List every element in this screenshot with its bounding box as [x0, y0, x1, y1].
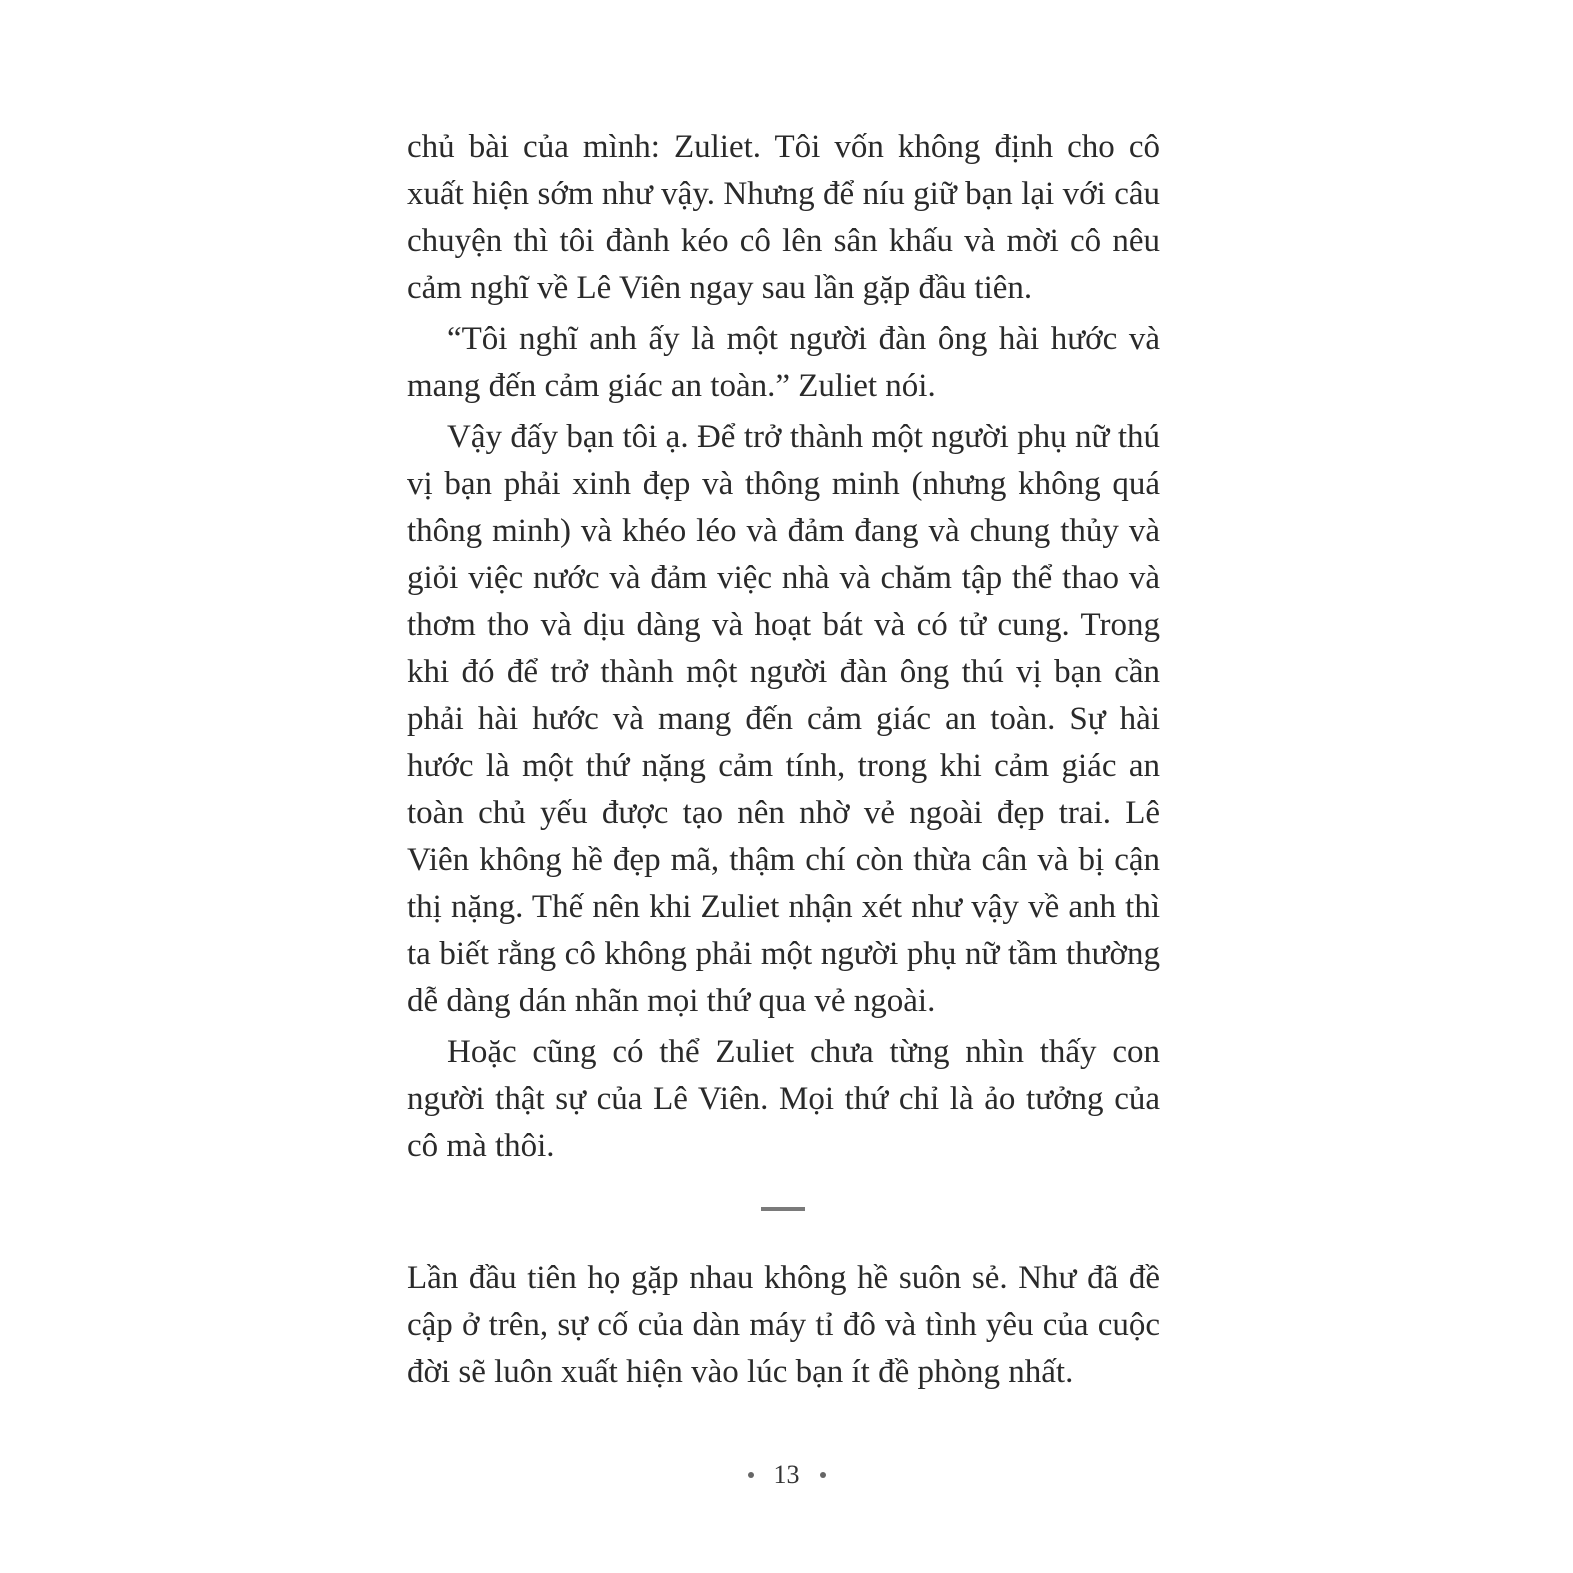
page-footer [0, 1455, 1573, 1495]
text-line: đề cập ở trên, sự cố của dàn máy tỉ đô và tình yêu của [407, 1260, 1161, 1343]
text-line: hề đẹp mã, thậm chí còn thừa cân và bị cận thị nặng. Thế [407, 842, 1160, 925]
text-line: “Tôi nghĩ anh ấy là một người đàn ông hài hước và [447, 321, 1160, 357]
text-line: giỏi việc nước và đảm việc nhà và chăm tập thể thao và [407, 560, 1160, 596]
text-line: Lần đầu tiên họ gặp nhau không hề suôn sẻ. Như đã [407, 1260, 1119, 1296]
text-line: xuất hiện sớm như vậy. Nhưng để níu giữ bạn lại với câu [407, 176, 1160, 212]
text-line: không phải một người phụ nữ tầm thường dễ dàng dán [407, 936, 1160, 1019]
paragraph [407, 316, 1160, 410]
text-line: phải hài hước và mang đến cảm giác an toàn. Sự hài hước [407, 701, 1160, 784]
text-line: mang đến cảm giác an toàn.” Zuliet nói. [407, 368, 936, 404]
paragraph [407, 1255, 1160, 1396]
paragraph [407, 1029, 1160, 1170]
text-line: yếu được tạo nên nhờ vẻ ngoài đẹp trai. Lê Viên không [407, 795, 1161, 878]
text-line: cô mà thôi. [407, 1128, 555, 1164]
body-text-top [407, 124, 1160, 1170]
text-line: Vậy đấy bạn tôi ạ. Để trở thành một người phụ nữ thú [447, 419, 1160, 455]
text-line: cảm nghĩ về Lê Viên ngay sau lần gặp đầu tiên. [407, 270, 1033, 306]
text-line: người thật sự của Lê Viên. Mọi thứ chỉ là ảo tưởng của [407, 1081, 1160, 1117]
section-divider [761, 1207, 805, 1211]
paragraph [407, 414, 1160, 1025]
text-line: vị bạn phải xinh đẹp và thông minh (nhưng không quá [407, 466, 1160, 502]
text-line: chủ bài của mình: Zuliet. Tôi vốn không định cho cô [407, 129, 1160, 165]
text-line: là một thứ nặng cảm tính, trong khi cảm giác an toàn chủ [407, 748, 1160, 831]
text-line: cuộc đời sẽ luôn xuất hiện vào lúc bạn ít đề phòng nhất. [407, 1307, 1160, 1390]
text-line: thơm tho và dịu dàng và hoạt bát và có tử cung. Trong [407, 607, 1160, 643]
folio-dot-right-icon [820, 1472, 826, 1478]
page-number: 13 [773, 1460, 800, 1489]
paragraph [407, 124, 1160, 312]
text-line: khi đó để trở thành một người đàn ông thú vị bạn cần [407, 654, 1160, 690]
body-text-bottom [407, 1255, 1160, 1396]
text-line: nhãn mọi thứ qua vẻ ngoài. [574, 983, 936, 1019]
text-line: chuyện thì tôi đành kéo cô lên sân khấu và mời cô nêu [407, 223, 1160, 259]
text-line: thông minh) và khéo léo và đảm đang và chung thủy và [407, 513, 1160, 549]
folio-dot-left-icon [748, 1472, 754, 1478]
text-line: nên khi Zuliet nhận xét như vậy về anh thì ta biết rằng cô [407, 889, 1160, 972]
text-line: Hoặc cũng có thể Zuliet chưa từng nhìn thấy con [447, 1034, 1160, 1070]
